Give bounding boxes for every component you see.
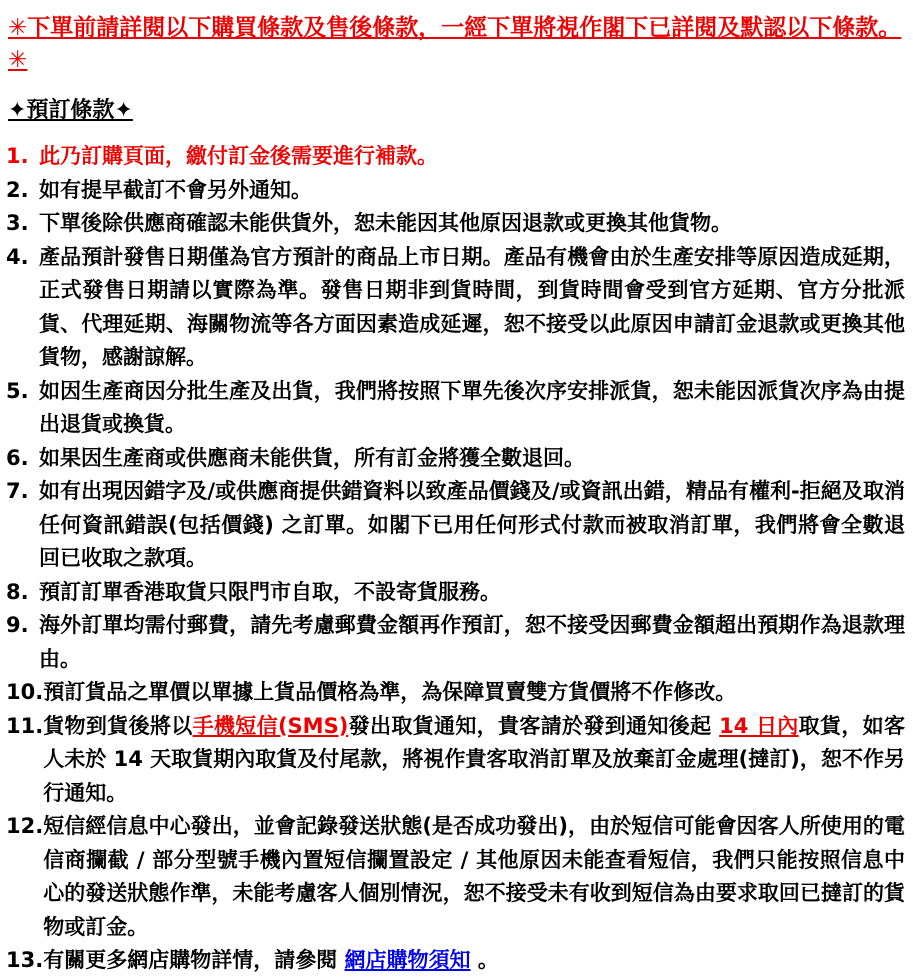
term-text: 有關更多網店購物詳情，請參閱 網店購物須知 。 [43, 948, 499, 972]
term-item-4 [6, 241, 905, 375]
term-item-6 [6, 442, 905, 476]
term-number: 7. [6, 479, 29, 503]
term-text: 海外訂單均需付郵費，請先考慮郵費金額再作預訂，恕不接受因郵費金額超出預期作為退款理由。 [39, 613, 905, 671]
term-number: 9. [6, 613, 29, 637]
term-text: 預訂貨品之單價以單據上貨品價格為準，為保障買賣雙方貨價將不作修改。 [43, 680, 737, 704]
term-text: 如有出現因錯字及/或供應商提供錯資料以致產品價錢及/或資訊出錯，精品有權利-拒絕及取消任何資訊錯誤(包括價錢) 之訂單。如閣下已用任何形式付款而被取消訂單，我們將會全數退回已收取之款項。 [39, 479, 905, 570]
term-item-1 [6, 140, 905, 174]
term-item-3 [6, 207, 905, 241]
term-number: 8. [6, 579, 29, 604]
shop-guide-link[interactable]: 網店購物須知 [344, 948, 471, 972]
term-item-10 [6, 676, 905, 710]
term-text: 此乃訂購頁面，繳付訂金後需要進行補款。 [39, 144, 438, 168]
term-item-11 [6, 710, 905, 811]
term-text: 預訂訂單香港取貨只限門市自取，不設寄貨服務。 [39, 579, 501, 604]
term-text: 短信經信息中心發出，並會記錄發送狀態(是否成功發出)，由於短信可能會因客人所使用的電信商攔截 / 部分型號手機內置短信攔置設定 / 其他原因未能查看短信，我們只能按照信息中心的發送狀態作準，未能考慮客人個別情況，恕不接受未有收到短信為由要求取回已撻訂的貨物或訂金。 [43, 814, 905, 939]
term-number: 1. [6, 144, 29, 168]
term-number: 11. [6, 713, 44, 738]
term-text: 如有提早截訂不會另外通知。 [39, 177, 312, 202]
pre-order-notice-header: ✳下單前請詳閱以下購買條款及售後條款，一經下單將視作閣下已詳閱及默認以下條款。✳ [8, 15, 902, 73]
term-text: 如果因生產商或供應商未能供貨，所有訂金將獲全數退回。 [39, 445, 585, 470]
term-text: 產品預計發售日期僅為官方預計的商品上市日期。產品有機會由於生產安排等原因造成延期，正式發售日期請以實際為準。發售日期非到貨時間，到貨時間會受到官方延期、官方分批派貨、代理延期、海關物流等各方面因素造成延遲，恕不接受以此原因申請訂金退款或更換其他貨物，感謝諒解。 [39, 244, 905, 369]
pickup-deadline-emphasis: 14 日內 [719, 713, 799, 738]
section-title-pre-order-terms: ✦預訂條款✦ [8, 98, 133, 123]
term-item-13 [6, 944, 905, 978]
term-number: 3. [6, 211, 29, 235]
term-number: 4. [6, 244, 29, 269]
term-number: 6. [6, 445, 29, 470]
sms-notice-emphasis: 手機短信(SMS) [192, 713, 349, 738]
terms-list [6, 140, 905, 978]
term-item-9 [6, 609, 905, 676]
term-number: 10. [6, 680, 44, 704]
term-text: 下單後除供應商確認未能供貨外，恕未能因其他原因退款或更換其他貨物。 [39, 211, 732, 235]
term-item-8 [6, 576, 905, 610]
term-number: 12. [6, 814, 44, 838]
term-text: 貨物到貨後將以手機短信(SMS)發出取貨通知，貴客請於發到通知後起 14 日內取貨，如客人未於 14 天取貨期內取貨及付尾款，將視作貴客取消訂單及放棄訂金處理(撻訂)，恕不作另行通知。 [43, 713, 906, 805]
term-item-7 [6, 475, 905, 576]
term-number: 13. [6, 948, 44, 972]
term-item-2 [6, 174, 905, 208]
term-item-5 [6, 375, 905, 442]
term-item-12 [6, 810, 905, 944]
term-number: 5. [6, 378, 29, 403]
term-text: 如因生產商因分批生產及出貨，我們將按照下單先後次序安排派貨，恕未能因派貨次序為由提出退貨或換貨。 [39, 378, 905, 436]
term-number: 2. [6, 177, 29, 202]
